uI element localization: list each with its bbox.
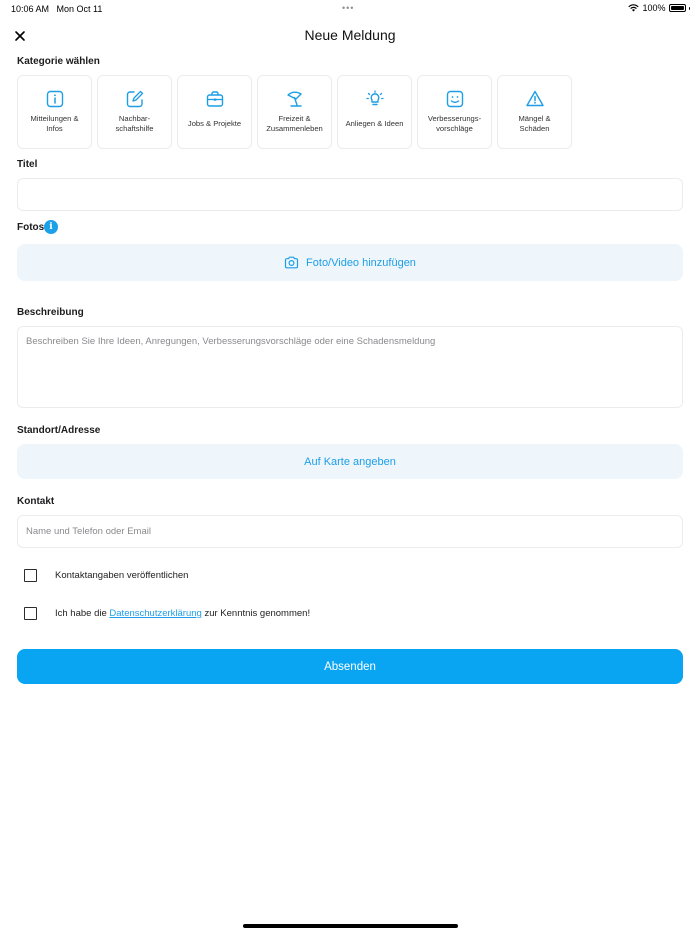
publish-contact-label: Kontaktangaben veröffentlichen <box>55 570 189 581</box>
submit-button[interactable]: Absenden <box>17 649 683 684</box>
category-mitteilungen[interactable] <box>17 75 92 149</box>
category-label-mitteilungen: Mitteilungen & Infos <box>30 114 79 133</box>
battery-percent: 100% <box>642 3 666 13</box>
title-label: Titel <box>17 159 38 170</box>
smiley-square-icon <box>445 89 465 109</box>
publish-contact-checkbox[interactable] <box>24 569 37 582</box>
title-field[interactable] <box>17 178 683 211</box>
battery-tip <box>689 7 691 10</box>
info-icon[interactable]: i <box>44 220 58 234</box>
photos-label: Fotos <box>17 222 45 233</box>
privacy-label: Ich habe die Datenschutzerklärung zur Kenntnis genommen! <box>55 608 311 619</box>
title-input[interactable] <box>18 179 682 210</box>
category-label-anliegen: Anliegen & Ideen <box>345 119 404 128</box>
map-location-button[interactable] <box>17 444 683 479</box>
info-square-icon <box>45 89 65 109</box>
description-label: Beschreibung <box>17 307 84 318</box>
description-field[interactable] <box>17 326 683 408</box>
camera-icon <box>284 256 299 269</box>
lightbulb-icon <box>365 89 385 109</box>
category-list <box>17 75 572 149</box>
home-indicator <box>243 924 458 928</box>
briefcase-icon <box>205 89 225 109</box>
page-title: Neue Meldung <box>304 27 396 43</box>
contact-field[interactable] <box>17 515 683 548</box>
wifi-icon <box>628 4 639 12</box>
category-nachbarschaftshilfe[interactable] <box>97 75 172 149</box>
privacy-policy-link[interactable]: Datenschutzerklärung <box>109 608 202 619</box>
status-time: 10:06 AM Mon Oct 11 <box>11 4 103 14</box>
location-label: Standort/Adresse <box>17 425 101 436</box>
category-label-maengel: Mängel & Schäden <box>518 114 551 133</box>
category-verbesserungsvorschlaege[interactable] <box>417 75 492 149</box>
privacy-row <box>24 607 310 620</box>
category-anliegen[interactable] <box>337 75 412 149</box>
category-label-freizeit: Freizeit & Zusammenleben <box>266 114 323 133</box>
description-textarea[interactable] <box>18 327 682 407</box>
battery-icon <box>669 4 686 12</box>
pencil-square-icon <box>125 89 145 109</box>
category-label-verbesserungsvorschlaege: Verbesserungs- vorschläge <box>427 114 482 133</box>
category-freizeit[interactable] <box>257 75 332 149</box>
status-bar <box>0 0 700 18</box>
status-right <box>628 3 690 13</box>
warning-triangle-icon <box>525 89 545 109</box>
category-jobs[interactable] <box>177 75 252 149</box>
contact-input[interactable] <box>18 516 682 547</box>
publish-contact-row <box>24 569 188 582</box>
category-maengel[interactable] <box>497 75 572 149</box>
add-photo-button[interactable] <box>17 244 683 281</box>
category-label-nachbarschaftshilfe: Nachbar- schaftshilfe <box>115 114 154 133</box>
beach-umbrella-icon <box>285 89 305 109</box>
privacy-checkbox[interactable] <box>24 607 37 620</box>
add-photo-label: Foto/Video hinzufügen <box>306 256 416 269</box>
category-label: Kategorie wählen <box>17 56 100 67</box>
contact-label: Kontakt <box>17 496 55 507</box>
category-label-jobs: Jobs & Projekte <box>187 119 242 128</box>
multitasking-dots-icon[interactable]: ••• <box>342 3 355 13</box>
map-location-label: Auf Karte angeben <box>304 455 396 468</box>
